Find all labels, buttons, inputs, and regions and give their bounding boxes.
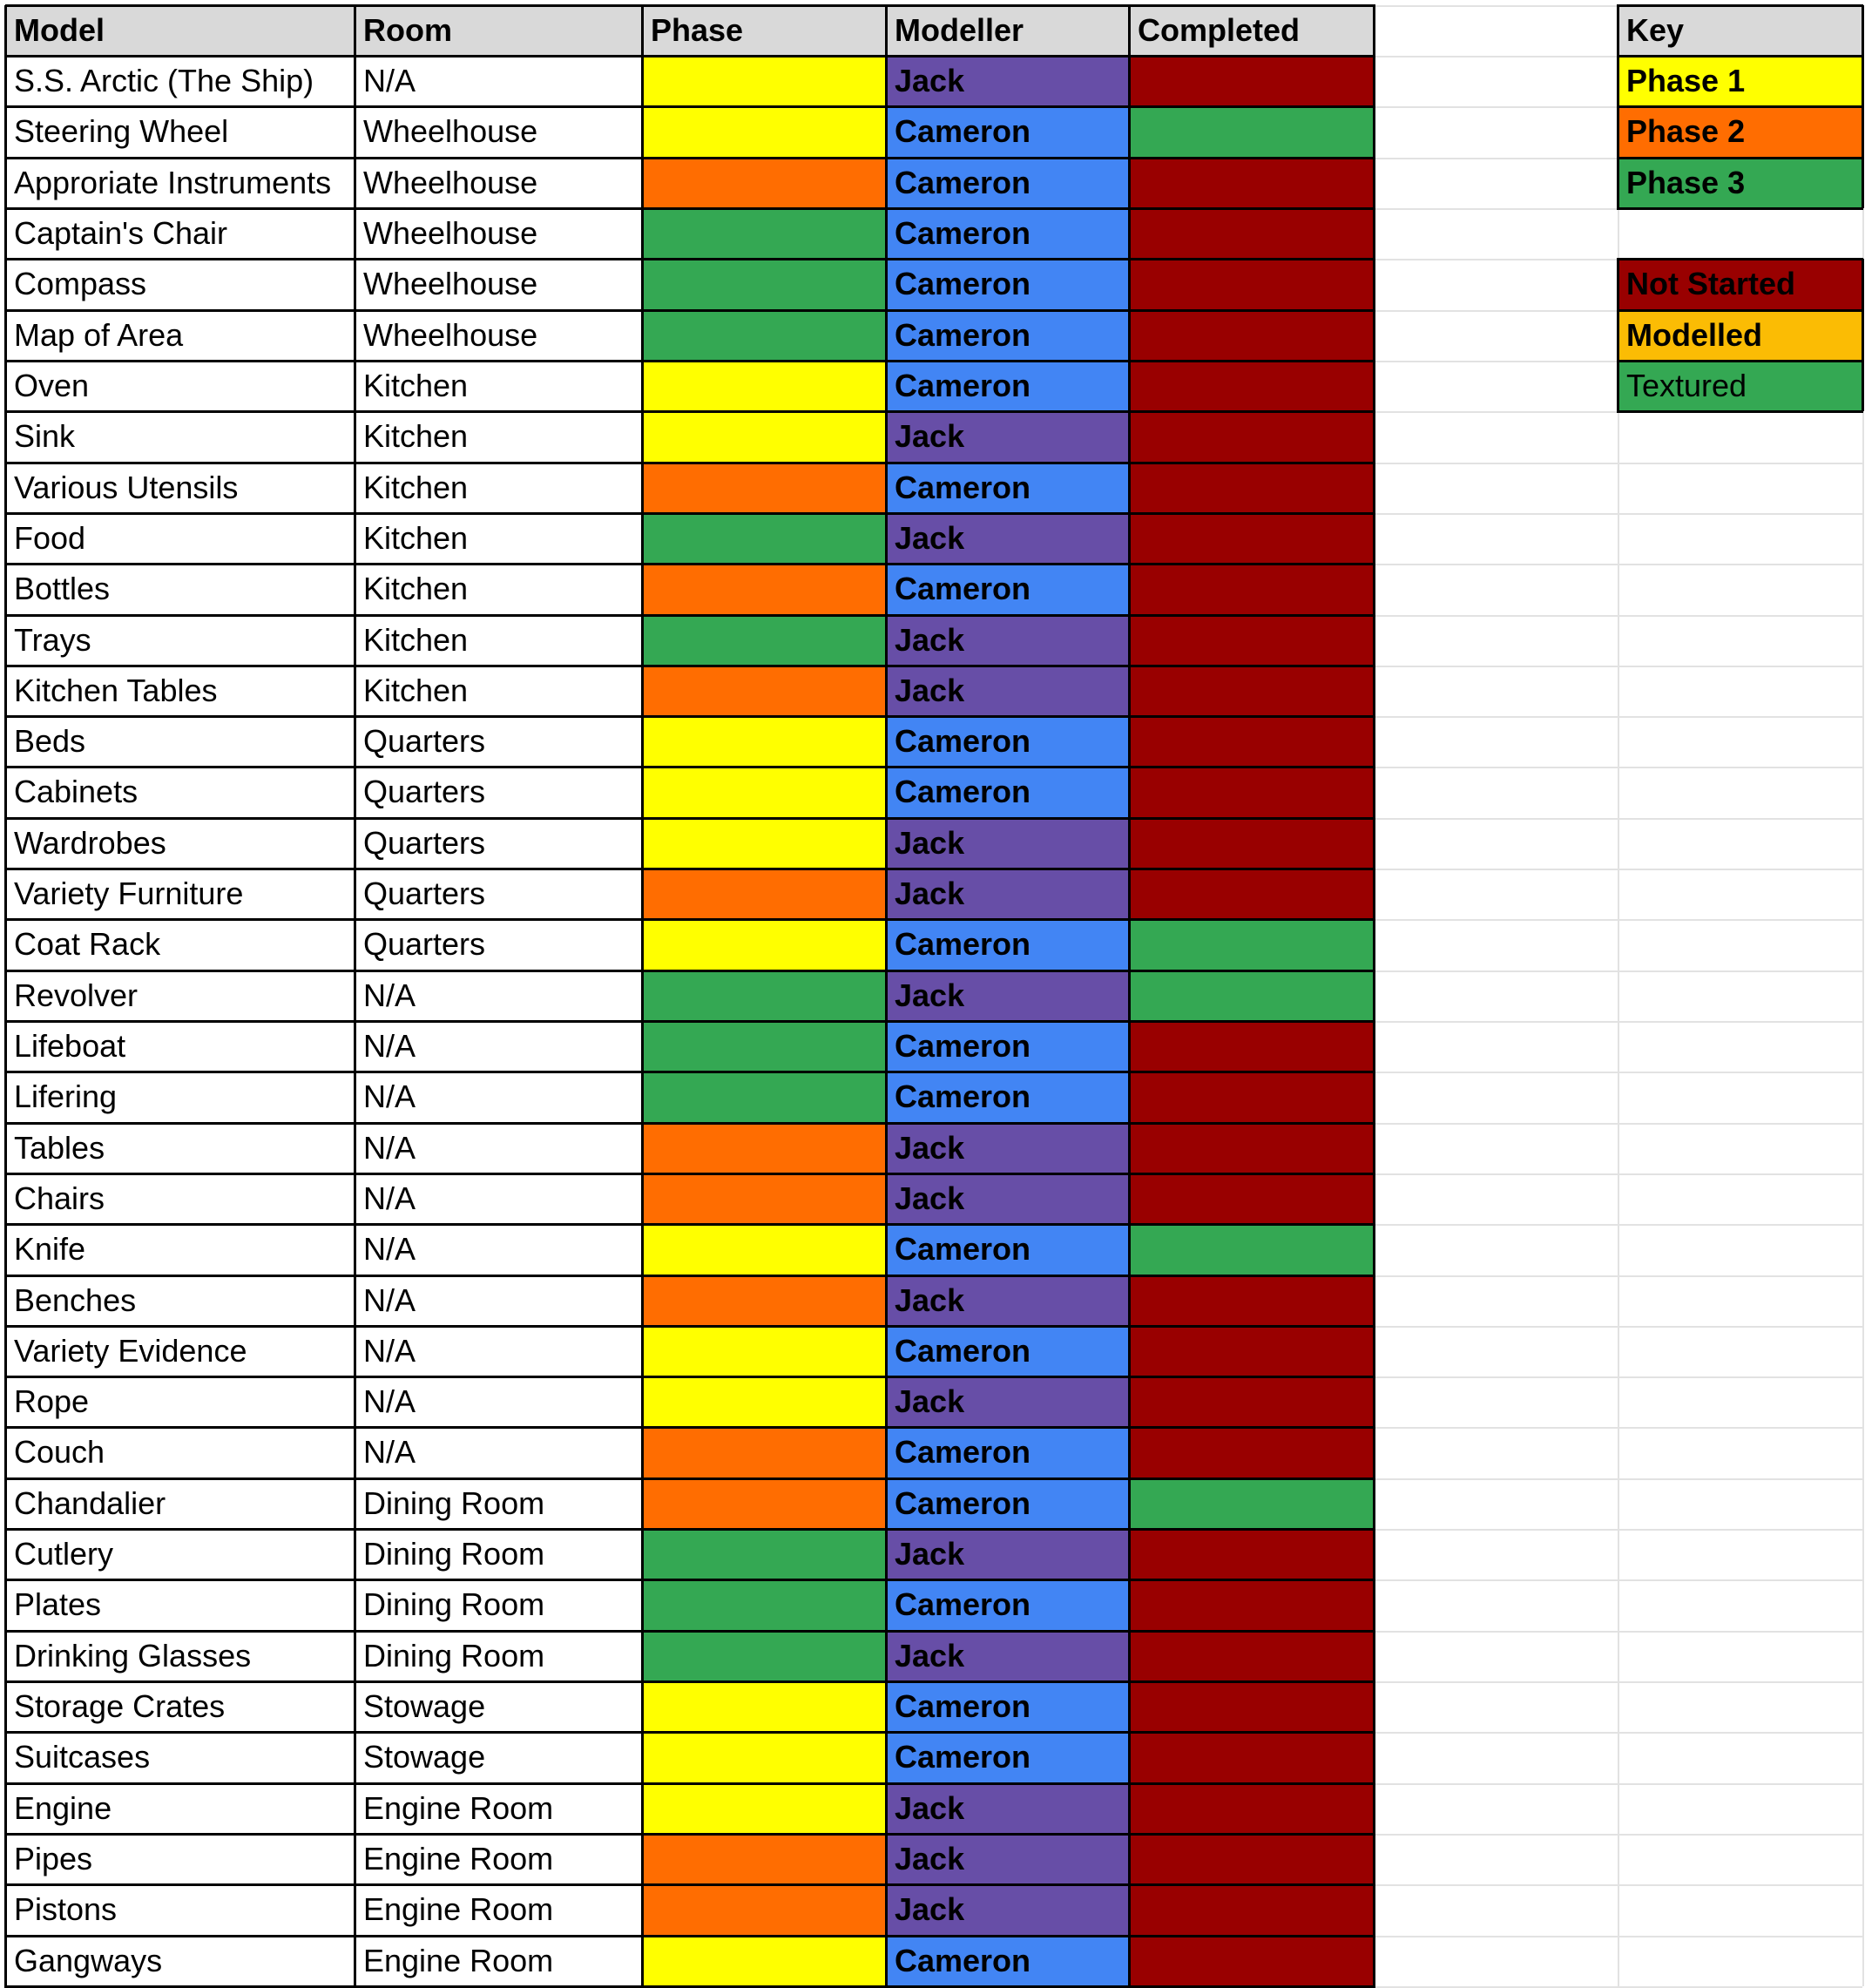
cell-border	[5, 1071, 1375, 1073]
cell-border	[4, 5, 7, 1988]
completed-cell[interactable]	[1129, 919, 1374, 970]
completed-cell[interactable]	[1129, 1529, 1374, 1579]
phase-cell[interactable]	[642, 411, 886, 463]
completed-cell[interactable]	[1129, 1123, 1374, 1173]
room-cell[interactable]: Kitchen	[363, 470, 469, 505]
key-phase-3[interactable]: Phase 3	[1618, 158, 1862, 208]
model-cell[interactable]: Suitcases	[14, 1739, 151, 1775]
completed-cell[interactable]	[1129, 106, 1374, 158]
cell-border	[5, 1223, 1375, 1226]
cell-border	[885, 5, 888, 1988]
completed-cell[interactable]	[1129, 1783, 1374, 1834]
phase-cell[interactable]	[642, 919, 886, 970]
cell-border	[5, 665, 1375, 667]
modeller-cell[interactable]: Cameron	[886, 259, 1129, 310]
completed-cell[interactable]	[1129, 564, 1374, 615]
completed-cell[interactable]	[1129, 1072, 1374, 1123]
phase-cell[interactable]	[642, 1732, 886, 1783]
phase-cell[interactable]	[642, 1326, 886, 1376]
cell-border	[5, 1477, 1375, 1480]
cell-border	[1617, 310, 1619, 361]
room-cell[interactable]: Engine Room	[363, 1891, 554, 1927]
room-cell[interactable]: Quarters	[363, 825, 486, 861]
room-cell[interactable]: Dining Room	[363, 1485, 545, 1521]
modeller-cell[interactable]: Jack	[886, 1376, 1129, 1427]
cell-border	[1617, 106, 1619, 158]
cell-border	[5, 1325, 1375, 1328]
completed-cell[interactable]	[1129, 1427, 1374, 1478]
modeller-cell[interactable]: Cameron	[886, 919, 1129, 970]
cell-border	[5, 105, 1375, 108]
cell-border	[5, 157, 1375, 159]
phase-cell[interactable]	[642, 1275, 886, 1326]
completed-cell[interactable]	[1129, 310, 1374, 361]
room-cell[interactable]: Stowage	[363, 1739, 486, 1775]
model-cell[interactable]: Coat Rack	[14, 926, 161, 962]
modeller-cell[interactable]: Cameron	[886, 1326, 1129, 1376]
cell-border	[1373, 5, 1375, 1988]
room-cell[interactable]: Wheelhouse	[363, 266, 538, 301]
phase-cell[interactable]	[642, 1783, 886, 1834]
phase-cell[interactable]	[642, 1427, 886, 1478]
modeller-cell[interactable]: Cameron	[886, 1681, 1129, 1732]
room-cell[interactable]: Engine Room	[363, 1841, 554, 1876]
modeller-cell[interactable]: Jack	[886, 513, 1129, 564]
modeller-cell[interactable]: Cameron	[886, 310, 1129, 361]
room-cell[interactable]: Kitchen	[363, 622, 469, 658]
cell-border	[1617, 259, 1619, 310]
room-cell[interactable]: Wheelhouse	[363, 165, 538, 200]
phase-cell[interactable]	[642, 1224, 886, 1275]
room-cell[interactable]: Kitchen	[363, 418, 469, 454]
model-cell[interactable]: Cabinets	[14, 774, 139, 809]
phase-cell[interactable]	[642, 1072, 886, 1123]
modeller-cell[interactable]: Cameron	[886, 1579, 1129, 1631]
cell-border	[5, 1376, 1375, 1378]
room-cell[interactable]: Dining Room	[363, 1586, 545, 1622]
modeller-cell[interactable]: Jack	[886, 666, 1129, 716]
completed-cell[interactable]	[1129, 818, 1374, 869]
completed-cell[interactable]	[1129, 513, 1374, 564]
phase-cell[interactable]	[642, 615, 886, 666]
header-modeller[interactable]: Modeller	[886, 5, 1129, 56]
room-cell[interactable]: N/A	[363, 1130, 416, 1166]
cell-border	[5, 512, 1375, 515]
phase-cell[interactable]	[642, 767, 886, 818]
cell-border	[5, 4, 1375, 7]
cell-border	[1617, 158, 1619, 208]
header-completed[interactable]: Completed	[1129, 5, 1374, 56]
phase-cell[interactable]	[642, 1173, 886, 1224]
modeller-cell[interactable]: Cameron	[886, 158, 1129, 208]
phase-cell[interactable]	[642, 1376, 886, 1427]
completed-cell[interactable]	[1129, 1224, 1374, 1275]
phase-cell[interactable]	[642, 310, 886, 361]
model-cell[interactable]: Captain's Chair	[14, 215, 227, 251]
room-cell[interactable]: N/A	[363, 1231, 416, 1267]
cell-border	[1617, 360, 1863, 362]
modeller-cell[interactable]: Cameron	[886, 1224, 1129, 1275]
modeller-cell[interactable]: Cameron	[886, 767, 1129, 818]
room-cell[interactable]: Kitchen	[363, 368, 469, 403]
phase-cell[interactable]	[642, 716, 886, 767]
cell-border	[1862, 310, 1864, 361]
room-cell[interactable]: Wheelhouse	[363, 317, 538, 353]
room-cell[interactable]: N/A	[363, 1028, 416, 1064]
modeller-cell[interactable]: Jack	[886, 1783, 1129, 1834]
cell-border	[1617, 361, 1619, 411]
room-cell[interactable]: N/A	[363, 1282, 416, 1318]
completed-cell[interactable]	[1129, 869, 1374, 919]
cell-border	[1862, 259, 1864, 310]
room-cell[interactable]: Dining Room	[363, 1536, 545, 1572]
cell-border	[1617, 5, 1619, 56]
header-room[interactable]: Room	[355, 5, 642, 56]
modeller-cell[interactable]: Jack	[886, 970, 1129, 1021]
modeller-cell[interactable]: Cameron	[886, 1021, 1129, 1072]
room-cell[interactable]: Wheelhouse	[363, 113, 538, 149]
room-cell[interactable]: N/A	[363, 1434, 416, 1470]
room-cell[interactable]: N/A	[363, 1333, 416, 1369]
phase-cell[interactable]	[642, 1579, 886, 1631]
room-cell[interactable]: N/A	[363, 977, 416, 1013]
completed-cell[interactable]	[1129, 1275, 1374, 1326]
model-cell[interactable]: Chairs	[14, 1180, 105, 1216]
model-cell[interactable]: Benches	[14, 1282, 137, 1318]
phase-cell[interactable]	[642, 1123, 886, 1173]
completed-cell[interactable]	[1129, 767, 1374, 818]
cell-border	[1617, 207, 1863, 210]
modeller-cell[interactable]: Jack	[886, 1123, 1129, 1173]
room-cell[interactable]: Kitchen	[363, 571, 469, 606]
phase-cell[interactable]	[642, 1631, 886, 1681]
cell-border	[1617, 4, 1863, 7]
model-cell[interactable]: Bottles	[14, 571, 111, 606]
room-cell[interactable]: Quarters	[363, 876, 486, 911]
completed-cell[interactable]	[1129, 463, 1374, 513]
room-cell[interactable]: N/A	[363, 1383, 416, 1419]
model-cell[interactable]: Gangways	[14, 1943, 163, 1978]
completed-cell[interactable]	[1129, 716, 1374, 767]
model-cell[interactable]: Storage Crates	[14, 1688, 226, 1724]
cell-border	[5, 715, 1375, 718]
phase-cell[interactable]	[642, 1936, 886, 1986]
model-cell[interactable]: Approriate Instruments	[14, 165, 332, 200]
completed-cell[interactable]	[1129, 1936, 1374, 1986]
completed-cell[interactable]	[1129, 411, 1374, 463]
room-cell[interactable]: N/A	[363, 63, 416, 98]
modeller-cell[interactable]: Cameron	[886, 1732, 1129, 1783]
completed-cell[interactable]	[1129, 1681, 1374, 1732]
room-cell[interactable]: Kitchen	[363, 520, 469, 556]
model-cell[interactable]: Cutlery	[14, 1536, 114, 1572]
cell-border	[5, 1426, 1375, 1429]
room-cell[interactable]: Quarters	[363, 723, 486, 759]
cell-border	[5, 1680, 1375, 1683]
cell-border	[5, 1528, 1375, 1531]
completed-cell[interactable]	[1129, 56, 1374, 106]
model-cell[interactable]: Map of Area	[14, 317, 184, 353]
cell-border	[1617, 410, 1863, 413]
cell-border	[1862, 361, 1864, 411]
modeller-cell[interactable]: Jack	[886, 56, 1129, 106]
phase-cell[interactable]	[642, 56, 886, 106]
phase-cell[interactable]	[642, 158, 886, 208]
cell-border	[5, 410, 1375, 413]
completed-cell[interactable]	[1129, 1021, 1374, 1072]
header-model[interactable]: Model	[5, 5, 355, 56]
cell-border	[1862, 106, 1864, 158]
cell-border	[5, 55, 1375, 57]
cell-border	[1617, 157, 1863, 159]
modeller-cell[interactable]: Cameron	[886, 716, 1129, 767]
phase-cell[interactable]	[642, 463, 886, 513]
model-cell[interactable]: Plates	[14, 1586, 102, 1622]
model-cell[interactable]: Pistons	[14, 1891, 118, 1927]
room-cell[interactable]: Engine Room	[363, 1943, 554, 1978]
phase-cell[interactable]	[642, 970, 886, 1021]
room-cell[interactable]: Engine Room	[363, 1790, 554, 1826]
completed-cell[interactable]	[1129, 158, 1374, 208]
modeller-cell[interactable]: Cameron	[886, 564, 1129, 615]
model-cell[interactable]: Chandalier	[14, 1485, 166, 1521]
completed-cell[interactable]	[1129, 1631, 1374, 1681]
key-phase-1[interactable]: Phase 1	[1618, 56, 1862, 106]
room-cell[interactable]: Dining Room	[363, 1638, 545, 1674]
phase-cell[interactable]	[642, 1021, 886, 1072]
room-cell[interactable]: Wheelhouse	[363, 215, 538, 251]
cell-border	[5, 1630, 1375, 1633]
model-cell[interactable]: Engine	[14, 1790, 112, 1826]
model-cell[interactable]: Pipes	[14, 1841, 93, 1876]
model-cell[interactable]: Couch	[14, 1434, 105, 1470]
cell-border	[5, 766, 1375, 768]
modeller-cell[interactable]: Jack	[886, 411, 1129, 463]
model-cell[interactable]: Various Utensils	[14, 470, 239, 505]
model-cell[interactable]: Lifering	[14, 1079, 118, 1114]
cell-border	[5, 1020, 1375, 1023]
modeller-cell[interactable]: Cameron	[886, 1072, 1129, 1123]
modeller-cell[interactable]: Jack	[886, 1631, 1129, 1681]
cell-border	[5, 1833, 1375, 1836]
cell-border	[5, 207, 1375, 210]
phase-cell[interactable]	[642, 513, 886, 564]
cell-border	[5, 970, 1375, 972]
cell-border	[5, 1883, 1375, 1886]
completed-cell[interactable]	[1129, 259, 1374, 310]
cell-border	[5, 1935, 1375, 1937]
model-cell[interactable]: Drinking Glasses	[14, 1638, 252, 1674]
cell-border	[1862, 56, 1864, 106]
model-cell[interactable]: Variety Furniture	[14, 876, 244, 911]
completed-cell[interactable]	[1129, 1884, 1374, 1936]
completed-cell[interactable]	[1129, 361, 1374, 411]
cell-border	[5, 1579, 1375, 1581]
room-cell[interactable]: Stowage	[363, 1688, 486, 1724]
phase-cell[interactable]	[642, 1529, 886, 1579]
cell-border	[1617, 258, 1863, 260]
phase-cell[interactable]	[642, 1478, 886, 1529]
cell-border	[5, 1173, 1375, 1175]
completed-cell[interactable]	[1129, 208, 1374, 259]
modeller-cell[interactable]: Jack	[886, 1529, 1129, 1579]
model-cell[interactable]: Trays	[14, 622, 91, 658]
cell-border	[5, 918, 1375, 921]
modeller-cell[interactable]: Jack	[886, 615, 1129, 666]
model-cell[interactable]: Lifeboat	[14, 1028, 126, 1064]
key-textured[interactable]: Textured	[1618, 361, 1862, 411]
cell-border	[1128, 5, 1131, 1988]
completed-cell[interactable]	[1129, 1376, 1374, 1427]
phase-cell[interactable]	[642, 1681, 886, 1732]
modeller-cell[interactable]: Jack	[886, 1834, 1129, 1884]
phase-cell[interactable]	[642, 208, 886, 259]
modeller-cell[interactable]: Jack	[886, 1884, 1129, 1936]
modeller-cell[interactable]: Jack	[886, 869, 1129, 919]
cell-border	[5, 1782, 1375, 1785]
room-cell[interactable]: N/A	[363, 1079, 416, 1114]
phase-cell[interactable]	[642, 818, 886, 869]
key-not-started[interactable]: Not Started	[1618, 259, 1862, 310]
key-phase-2[interactable]: Phase 2	[1618, 106, 1862, 158]
cell-border	[5, 258, 1375, 260]
completed-cell[interactable]	[1129, 1173, 1374, 1224]
modeller-cell[interactable]: Cameron	[886, 106, 1129, 158]
model-cell[interactable]: Beds	[14, 723, 86, 759]
room-cell[interactable]: Quarters	[363, 774, 486, 809]
cell-border	[5, 614, 1375, 617]
model-cell[interactable]: Wardrobes	[14, 825, 166, 861]
key-header[interactable]: Key	[1618, 5, 1862, 56]
completed-cell[interactable]	[1129, 1478, 1374, 1529]
model-cell[interactable]: Knife	[14, 1231, 86, 1267]
key-modelled[interactable]: Modelled	[1618, 310, 1862, 361]
cell-border	[1862, 158, 1864, 208]
room-cell[interactable]: Quarters	[363, 926, 486, 962]
modeller-cell[interactable]: Cameron	[886, 1478, 1129, 1529]
header-phase[interactable]: Phase	[642, 5, 886, 56]
cell-border	[5, 1275, 1375, 1277]
phase-cell[interactable]	[642, 361, 886, 411]
completed-cell[interactable]	[1129, 1834, 1374, 1884]
phase-cell[interactable]	[642, 106, 886, 158]
cell-border	[1617, 55, 1863, 57]
cell-border	[1617, 105, 1863, 108]
model-cell[interactable]: Compass	[14, 266, 147, 301]
modeller-cell[interactable]: Jack	[886, 1275, 1129, 1326]
phase-cell[interactable]	[642, 1884, 886, 1936]
cell-border	[1862, 5, 1864, 56]
modeller-cell[interactable]: Cameron	[886, 1427, 1129, 1478]
cell-border	[1617, 309, 1863, 312]
cell-border	[1617, 56, 1619, 106]
model-cell[interactable]: S.S. Arctic (The Ship)	[14, 63, 314, 98]
cell-border	[641, 5, 644, 1988]
cell-border	[5, 360, 1375, 362]
completed-cell[interactable]	[1129, 615, 1374, 666]
completed-cell[interactable]	[1129, 1579, 1374, 1631]
room-cell[interactable]: Kitchen	[363, 673, 469, 708]
phase-cell[interactable]	[642, 1834, 886, 1884]
cell-border	[5, 563, 1375, 565]
cell-border	[5, 1122, 1375, 1125]
completed-cell[interactable]	[1129, 970, 1374, 1021]
phase-cell[interactable]	[642, 259, 886, 310]
completed-cell[interactable]	[1129, 1732, 1374, 1783]
completed-cell[interactable]	[1129, 1326, 1374, 1376]
modeller-cell[interactable]: Cameron	[886, 463, 1129, 513]
cell-border	[5, 462, 1375, 464]
modeller-cell[interactable]: Cameron	[886, 361, 1129, 411]
phase-cell[interactable]	[642, 869, 886, 919]
model-cell[interactable]: Steering Wheel	[14, 113, 229, 149]
model-cell[interactable]: Rope	[14, 1383, 90, 1419]
modeller-cell[interactable]: Cameron	[886, 1936, 1129, 1986]
model-cell[interactable]: Variety Evidence	[14, 1333, 247, 1369]
completed-cell[interactable]	[1129, 666, 1374, 716]
phase-cell[interactable]	[642, 666, 886, 716]
model-cell[interactable]: Oven	[14, 368, 90, 403]
cell-border	[5, 868, 1375, 870]
modeller-cell[interactable]: Jack	[886, 1173, 1129, 1224]
cell-border	[354, 5, 356, 1988]
cell-border	[5, 1731, 1375, 1734]
model-cell[interactable]: Revolver	[14, 977, 139, 1013]
model-cell[interactable]: Kitchen Tables	[14, 673, 218, 708]
room-cell[interactable]: N/A	[363, 1180, 416, 1216]
modeller-cell[interactable]: Jack	[886, 818, 1129, 869]
phase-cell[interactable]	[642, 564, 886, 615]
model-cell[interactable]: Sink	[14, 418, 76, 454]
model-cell[interactable]: Tables	[14, 1130, 105, 1166]
cell-border	[5, 817, 1375, 820]
modeller-cell[interactable]: Cameron	[886, 208, 1129, 259]
cell-border	[5, 309, 1375, 312]
model-cell[interactable]: Food	[14, 520, 86, 556]
